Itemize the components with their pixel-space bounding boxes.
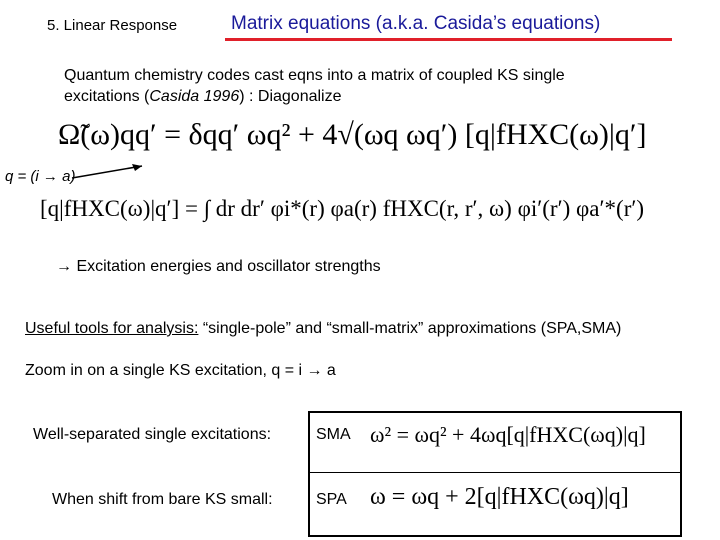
sma-label: SMA (316, 426, 351, 443)
spa-label: SPA (316, 491, 347, 508)
intro-line2-b: ) : Diagonalize (239, 88, 342, 105)
bullet-excitation-energies (56, 258, 381, 276)
tools-heading: Useful tools for analysis: (25, 320, 199, 337)
slide-title: Matrix equations (a.k.a. Casida’s equations) (231, 13, 601, 34)
spa-equation: ω = ωq + 2[q|fHXC(ωq)|q] (370, 484, 629, 510)
intro-citation: Casida 1996 (149, 88, 240, 105)
section-label: 5. Linear Response (47, 17, 178, 34)
row2-label: When shift from bare KS small: (52, 491, 273, 508)
zoom-line: Zoom in on a single KS excitation, q = i → a (25, 362, 336, 379)
title-underline (225, 38, 672, 41)
omega-matrix-equation: Ω̃(ω)qq′ = δqq′ ωq² + 4√(ωq ωq′) [q|fHXC(ω)|q′] (58, 118, 647, 151)
coupling-matrix-equation: [q|fHXC(ω)|q′] = ∫ dr dr′ φi*(r) φa(r) fHXC(r, r′, ω) φi′(r′) φa′*(r′) (40, 196, 645, 221)
intro-text (64, 65, 664, 107)
box-divider (308, 472, 680, 473)
row1-label: Well-separated single excitations: (33, 426, 272, 443)
tools-rest: “single-pole” and “small-matrix” approximations (SPA,SMA) (198, 320, 622, 337)
bullet-text: Excitation energies and oscillator strengths (76, 258, 381, 275)
q-definition-label: q = (i → a) (5, 168, 76, 185)
intro-line1: Quantum chemistry codes cast eqns into a matrix of coupled KS single (64, 67, 565, 84)
pointer-arrow-icon (70, 160, 150, 182)
arrow-icon: → (56, 258, 77, 275)
sma-equation: ω² = ωq² + 4ωq[q|fHXC(ωq)|q] (370, 422, 646, 447)
tools-line (25, 320, 621, 338)
intro-line2-a: excitations ( (64, 88, 150, 105)
